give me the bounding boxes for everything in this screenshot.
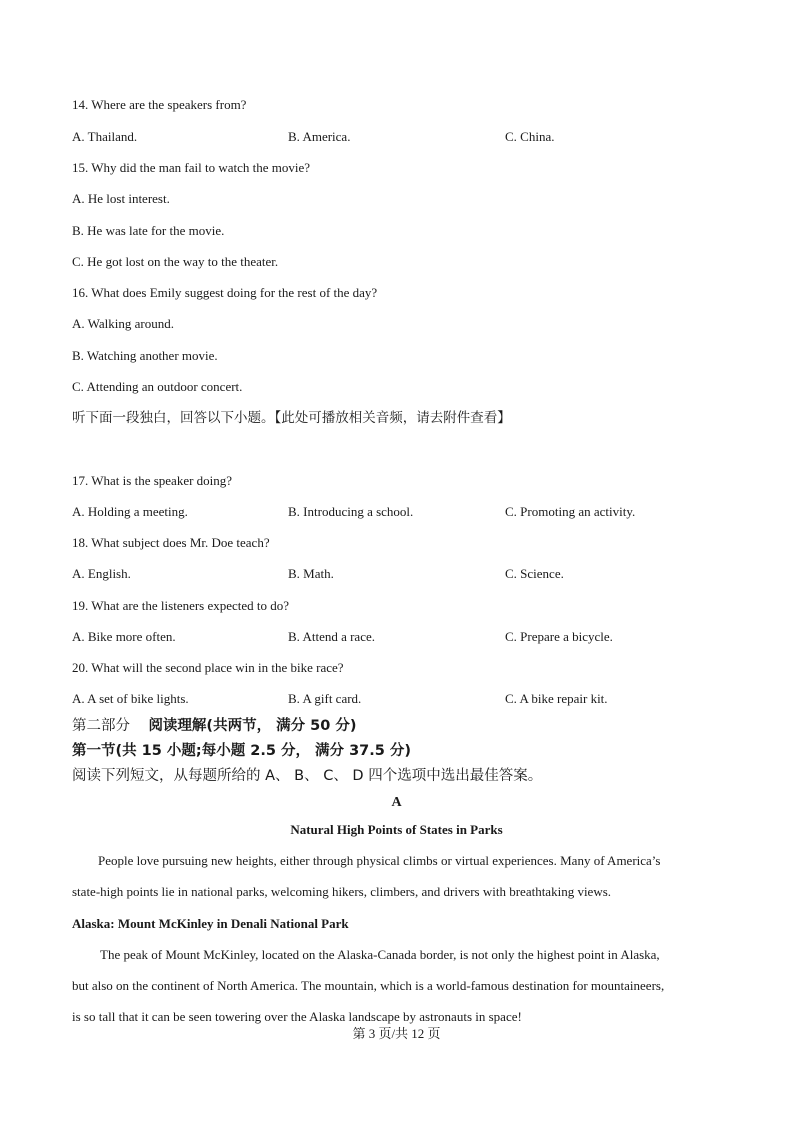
option-16-a: A. Walking around. (72, 316, 174, 331)
option-14-c: C. China. (505, 129, 555, 144)
passage-letter: A (391, 795, 402, 810)
option-17-a: A. Holding a meeting. (72, 504, 188, 519)
section1-heading: 第一节(共 15 小题;每小题 2.5 分， 满分 37.5 分) (72, 743, 412, 759)
option-19-a: A. Bike more often. (72, 629, 176, 644)
body-line-1: The peak of Mount McKinley, located on the Alaska-Canada border, is not only the highest point in Alaska, (100, 947, 660, 962)
question-15: 15. Why did the man fail to watch the movie? (72, 160, 311, 175)
monologue-instruction: 听下面一段独白，回答以下小题。【此处可播放相关音频，请去附件查看】 (72, 410, 511, 426)
reading-instruction: 阅读下列短文，从每题所给的 A、 B、 C、 D 四个选项中选出最佳答案。 (72, 768, 543, 784)
part2-heading-prefix: 第二部分 (72, 718, 130, 734)
option-20-b: B. A gift card. (288, 691, 362, 706)
option-16-b: B. Watching another movie. (72, 348, 218, 363)
question-19: 19. What are the listeners expected to do? (72, 598, 290, 613)
option-16-c: C. Attending an outdoor concert. (72, 379, 243, 394)
option-14-a: A. Thailand. (72, 129, 138, 144)
option-20-c: C. A bike repair kit. (505, 691, 608, 706)
intro-line-2: state-high points lie in national parks, welcoming hikers, climbers, and drivers with breathtaking views. (72, 884, 612, 899)
option-18-b: B. Math. (288, 566, 334, 581)
part2-heading (72, 716, 357, 736)
question-17: 17. What is the speaker doing? (72, 473, 233, 488)
question-20: 20. What will the second place win in the bike race? (72, 660, 344, 675)
option-17-b: B. Introducing a school. (288, 504, 414, 519)
option-20-a: A. A set of bike lights. (72, 691, 189, 706)
body-line-3: is so tall that it can be seen towering over the Alaska landscape by astronauts in space! (72, 1009, 522, 1024)
option-18-c: C. Science. (505, 566, 564, 581)
passage-title: Natural High Points of States in Parks (290, 822, 503, 837)
question-14: 14. Where are the speakers from? (72, 97, 247, 112)
passage-subheading: Alaska: Mount McKinley in Denali National Park (72, 916, 349, 931)
intro-line-1: People love pursuing new heights, either through physical climbs or virtual experiences. Many of America’s (98, 853, 661, 868)
part2-heading-rest: 阅读理解(共两节， 满分 50 分) (148, 718, 357, 734)
body-line-2: but also on the continent of North America. The mountain, which is a world-famous destination for mountaineers, (72, 978, 665, 993)
question-16: 16. What does Emily suggest doing for the rest of the day? (72, 285, 378, 300)
option-15-b: B. He was late for the movie. (72, 223, 225, 238)
option-15-a: A. He lost interest. (72, 191, 170, 206)
option-19-b: B. Attend a race. (288, 629, 375, 644)
option-17-c: C. Promoting an activity. (505, 504, 636, 519)
question-18: 18. What subject does Mr. Doe teach? (72, 535, 270, 550)
page-number: 第 3 页/共 12 页 (352, 1026, 441, 1041)
option-15-c: C. He got lost on the way to the theater. (72, 254, 279, 269)
option-18-a: A. English. (72, 566, 131, 581)
option-19-c: C. Prepare a bicycle. (505, 629, 613, 644)
option-14-b: B. America. (288, 129, 351, 144)
